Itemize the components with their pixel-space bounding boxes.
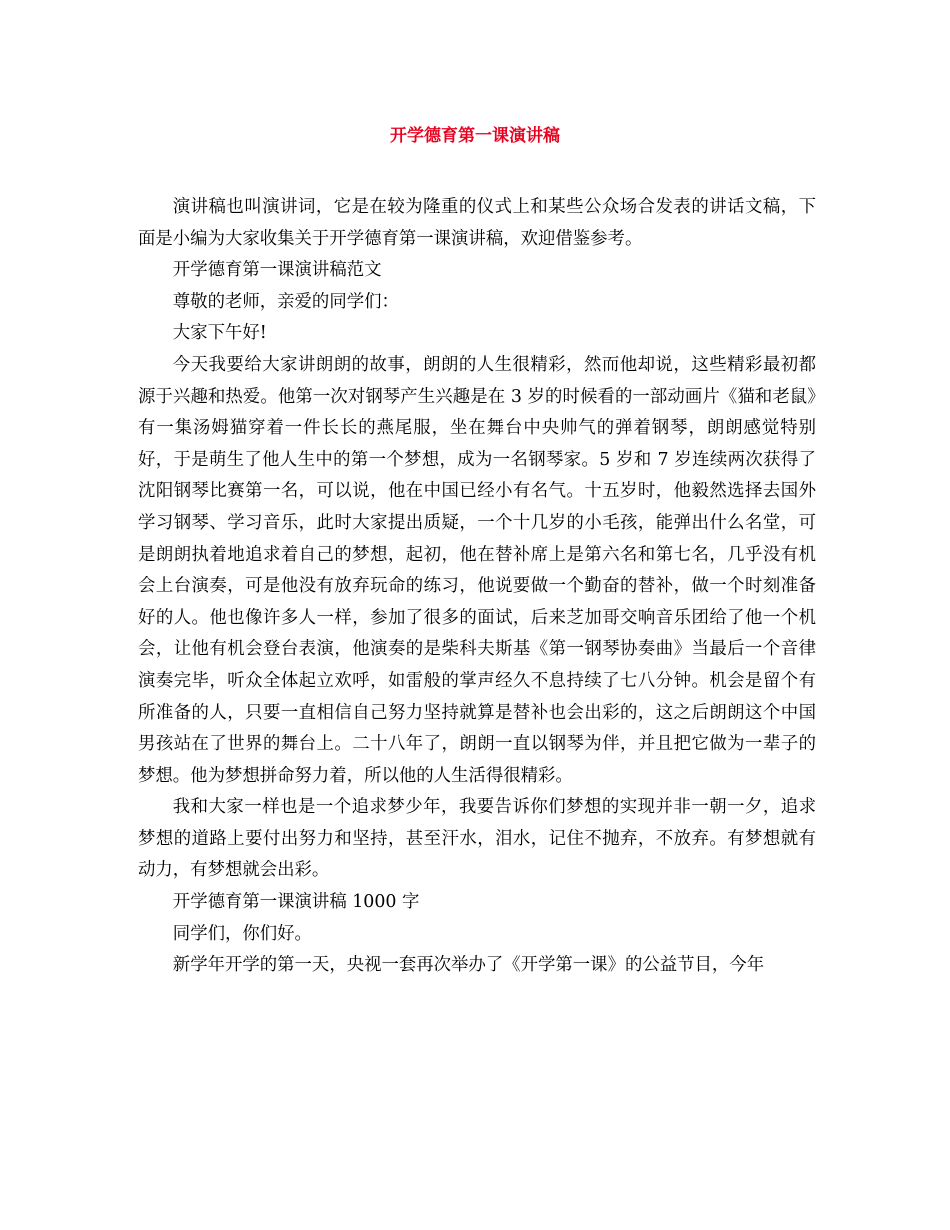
paragraph-conclusion: 我和大家一样也是一个追求梦少年，我要告诉你们梦想的实现并非一朝一夕，追求梦想的道路上要付出努力和坚持，甚至汗水，泪水，记住不抛弃，不放弃。有梦想就有动力，有梦想就会出彩。 xyxy=(138,797,816,881)
paragraph-speech-2-start: 新学年开学的第一天，央视一套再次举办了《开学第一课》的公益节目，今年 xyxy=(172,955,765,976)
paragraph-intro: 演讲稿也叫演讲词，它是在较为隆重的仪式上和某些公众场合发表的讲话文稿，下面是小编为大家收集关于开学德育第一课演讲稿，欢迎借鉴参考。 xyxy=(138,197,816,249)
document-title: 开学德育第一课演讲稿 xyxy=(390,126,560,146)
paragraph-section-heading-1: 开学德育第一课演讲稿范文 xyxy=(172,260,382,281)
paragraph-story: 今天我要给大家讲朗朗的故事，朗朗的人生很精彩，然而他却说，这些精彩最初都源于兴趣和热爱。他第一次对钢琴产生兴趣是在 3 岁的时候看的一部动画片《猫和老鼠》有一集汤姆猫穿着一件长长的燕尾服，坐在舞台中央帅气的弹着钢琴，朗朗感觉特别好，于是萌生了他人生中的第一个梦想，成为一名钢琴家。5 岁和 7 岁连续两次获得了沈阳钢琴比赛第一名，可以说，他在中国已经小有名气。十五岁时，他毅然选择去国外学习钢琴、学习音乐，此时大家提出质疑，一个十几岁的小毛孩，能弹出什么名堂，可是朗朗执着地追求着自己的梦想，起初，他在替补席上是第六名和第七名，几乎没有机会上台演奏，可是他没有放弃玩命的练习，他说要做一个勤奋的替补，做一个时刻准备好的人。他也像许多人一样，参加了很多的面试，后来芝加哥交响音乐团给了他一个机会，让他有机会登台表演，他演奏的是柴科夫斯基《第一钢琴协奏曲》当最后一个音律演奏完毕，听众全体起立欢呼，如雷般的掌声经久不息持续了七八分钟。机会是留个有所准备的人，只要一直相信自己努力坚持就算是替补也会出彩的，这之后朗朗这个中国男孩站在了世界的舞台上。二十八年了，朗朗一直以钢琴为伴，并且把它做为一辈子的梦想。他为梦想拼命努力着，所以他的人生活得很精彩。 xyxy=(138,354,816,786)
paragraph-greeting: 大家下午好! xyxy=(172,323,267,344)
paragraph-greeting-2: 同学们，你们好。 xyxy=(172,923,312,944)
document-body xyxy=(138,192,816,982)
paragraph-salutation: 尊敬的老师，亲爱的同学们： xyxy=(172,291,399,312)
paragraph-section-heading-2: 开学德育第一课演讲稿 1000 字 xyxy=(172,892,420,913)
